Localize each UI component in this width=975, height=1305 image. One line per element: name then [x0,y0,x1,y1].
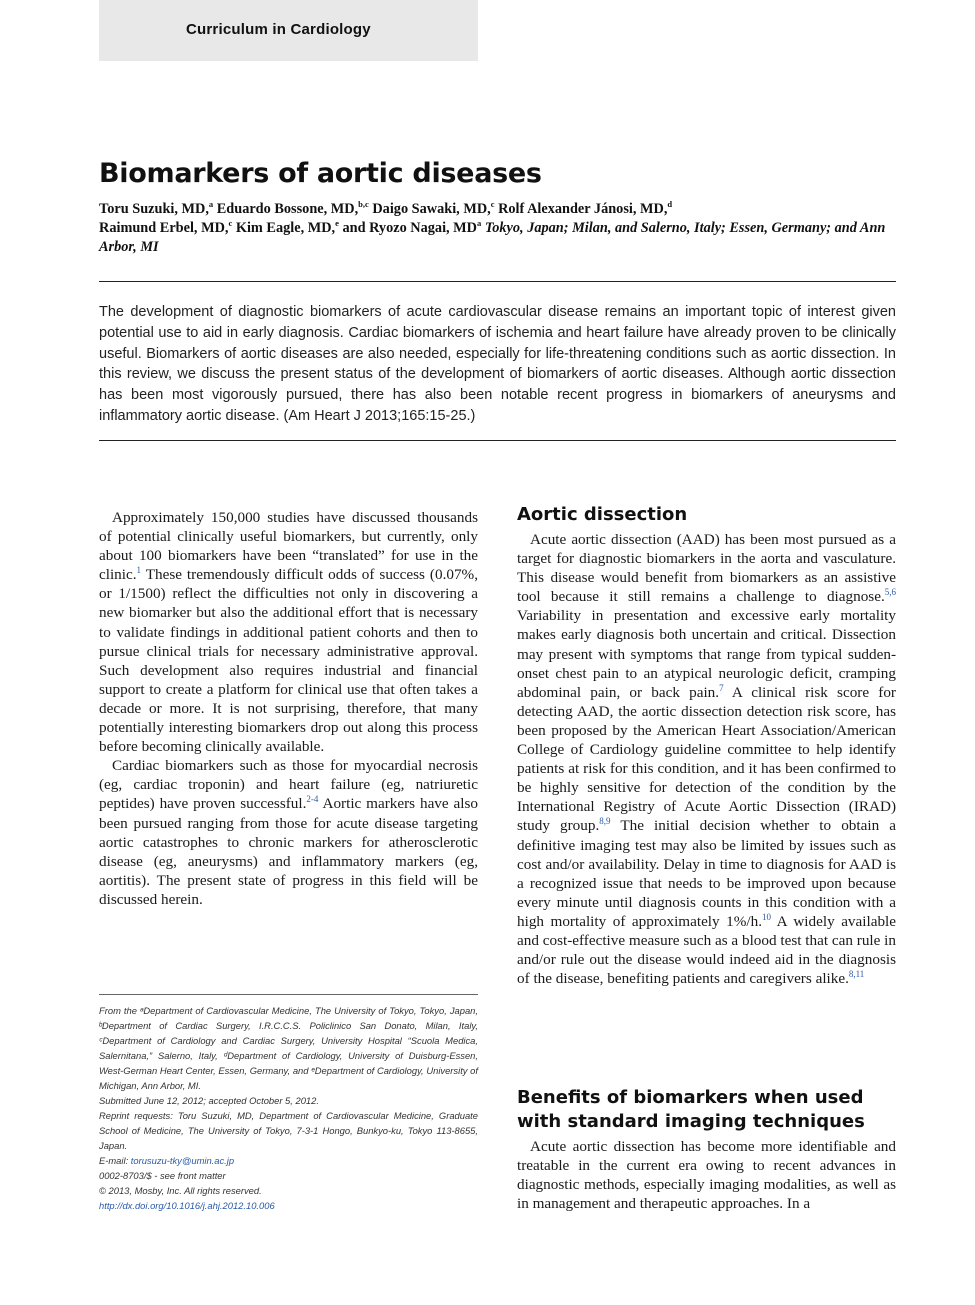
aortic-dissection-paragraph: Acute aortic dissection (AAD) has been most pursued as a target for diagnostic biomarkers in the aorta and vasculature. This disease would benefit from biomarkers as an assistive tool because it still remains a challenge to diagnose.$^{5,6}$ Variability in presentation and excessive early mortality makes early diagnosis both uncertain and critical. Dissection may present with symptoms that range from typical sudden-onset chest pain to an atypical neurologic deficit, cramping abdominal pain, or back pain.$^7$ A clinical risk score for detecting AAD, the aortic dissection detection risk score, has been proposed by the American Heart Association/American College of Cardiology guideline committee to help identify patients at risk for this condition, and it has been confirmed to be highly sensitive for detection of the condition by the International Registry of Acute Aortic Dissection (IRAD) study group.$^{8,9}$ The initial decision whether to obtain a definitive imaging test may also be limited by issues such as cost and/or availability. Delay in time to diagnosis for AAD is a recognized issue that needs to be improved upon because every minute until diagnosis counts in this condition with a high mortality of approximately 1%/h.$^{10}$ A widely available and cost-effective measure such as a blood test that can rule in and/or rule out the disease would indeed aid in the diagnosis of the disease, benefiting patients and caregivers alike.$^{8,11}$ [517,531,897,988]
footnotes [99,1003,478,1213]
author-affiliation-mark: c [228,218,233,228]
author-list [99,200,899,257]
author-name: Eduardo Bossone, MD, [216,201,359,217]
abstract-top-rule [99,281,896,282]
footnote-affiliations: From the ᵃDepartment of Cardiovascular Medicine, The University of Tokyo, Tokyo, Japan, ᵇDepartment of Cardiac Surgery, I.R.C.C.S. Policlinico San Donato, Milan, Italy, ᶜDepartment of Cardiology and Cardiac Surgery, University Hospital “Scuola Medica, Salernitana,” Salerno, Italy, ᵈDepartment of Cardiology, University of Duisburg-Essen, West-German Heart Center, Essen, Germany, and ᵉDepartment of Cardiology, University of Michigan, Ann Arbor, MI. [99,1005,478,1091]
author-affiliation-mark: e [335,218,339,228]
author-affiliation-mark: b,c [358,199,369,209]
footnote-issn: 0002-8703/$ - see front matter [99,1170,226,1181]
left-column [99,508,478,909]
abstract-bottom-rule [99,440,896,441]
author-name: Raimund Erbel, MD, [99,220,229,236]
author-affiliation-mark: a [477,218,482,228]
footnote-copyright: © 2013, Mosby, Inc. All rights reserved. [99,1185,262,1196]
citation-link[interactable]: 10 [762,911,771,922]
citation-link[interactable]: 2-4 [306,794,319,805]
author-affiliation-mark: a [208,199,214,209]
footnote-submitted: Submitted June 12, 2012; accepted October 5, 2012. [99,1095,319,1106]
footnote-email-line: E-mail: torusuzu-tky@umin.ac.jp [99,1155,235,1166]
section-heading-aortic-dissection: Aortic dissection [517,504,688,525]
author-locations: Tokyo, Japan; Milan, and Salerno, Italy; Essen, Germany; and Ann Arbor, MI [99,220,886,255]
citation-link[interactable]: 7 [719,682,724,693]
email-link[interactable]: torusuzu-tky@umin.ac.jp [130,1155,235,1166]
article-title: Biomarkers of aortic diseases [99,158,542,189]
intro-paragraph-2: Cardiac biomarkers such as those for myocardial necrosis (eg, cardiac troponin) and heart failure (eg, natriuretic peptides) have proven successful.$^{2-4}$ Aortic markers have also been pursued ranging from those for acute disease targeting aortic catastrophes to chronic markers for atherosclerotic disease (eg, aneurysms) and inflammatory markers (eg, aortitis). The present state of progress in this field will be discussed herein. [99,757,479,908]
citation-link[interactable]: 5,6 [884,587,896,598]
footnote-rule [99,994,478,995]
section-label: Curriculum in Cardiology [186,21,371,38]
citation-link[interactable]: 8,9 [599,816,611,827]
footnote-reprint: Reprint requests: Toru Suzuki, MD, Department of Cardiovascular Medicine, Graduate School of Medicine, The University of Tokyo, 7-3-1 Hongo, Bunkyo-ku, Tokyo 113-8655, Japan. [99,1110,478,1151]
right-column-continued [517,1137,896,1213]
author-name: Kim Eagle, MD, [235,220,336,236]
author-affiliation-mark: d [667,199,673,209]
section-heading-benefits: Benefits of biomarkers when used with standard imaging techniques [517,1087,865,1132]
citation-link[interactable]: 8,11 [848,969,865,980]
citation-link[interactable]: 1 [136,565,142,576]
author-affiliation-mark: c [490,199,495,209]
intro-paragraph-1: Approximately 150,000 studies have discussed thousands of potential clinically useful biomarkers, but currently, only about 100 biomarkers have been “translated” for use in the clinic.$^1$ These tremendously difficult odds of success (0.07%, or 1/1500) reflect the difficulties not only in discovering a new biomarker but also the additional effort that is necessary to validate findings in additional patient cohorts and then to pursue clinical trials for necessary administrative approval. Such development also requires industrial and financial support to create a platform for clinical use that often takes a decade or more. It is not surprising, therefore, that many potentially interesting biomarkers drop out along this process before becoming clinically available. [99,509,478,756]
author-name: and Ryozo Nagai, MD [342,220,478,236]
right-column [517,503,896,988]
author-name: Daigo Sawaki, MD, [372,201,491,217]
author-name: Rolf Alexander Jánosi, MD, [498,201,668,217]
doi-link[interactable]: http://dx.doi.org/10.1016/j.ahj.2012.10.006 [99,1200,275,1211]
abstract: The development of diagnostic biomarkers of acute cardiovascular disease remains an important topic of interest given potential use to aid in early diagnosis. Cardiac biomarkers of ischemia and heart failure have already proven to be clinically useful. Biomarkers of aortic diseases are also needed, especially for life-threatening conditions such as aortic dissection. In this review, we discuss the present status of the development of biomarkers of aortic diseases. Although aortic dissection has been most vigorously pursued, there has also been notable recent progress in biomarkers of aneurysms and inflammatory aortic disease. (Am Heart J 2013;165:15-25.) [99,304,896,424]
author-name: Toru Suzuki, MD, [99,201,209,217]
benefits-paragraph: Acute aortic dissection has become more identifiable and treatable in the current era owing to recent advances in diagnostic methods, especially imaging modalities, as well as in management and therapeutic approaches. In a [517,1138,896,1213]
